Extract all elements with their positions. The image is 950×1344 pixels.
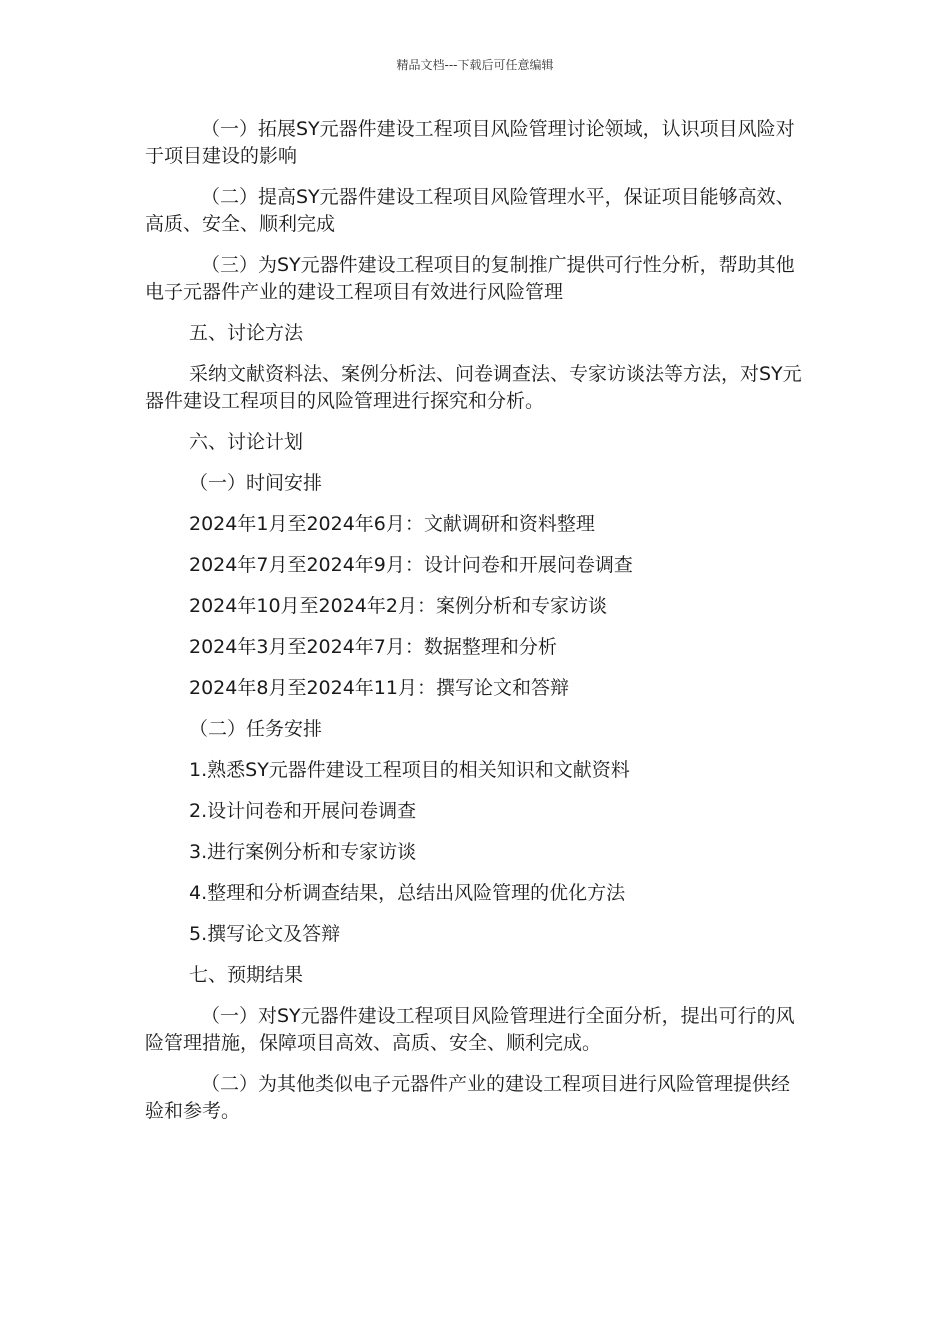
task-item-1: 1.熟悉SY元器件建设工程项目的相关知识和文献资料 bbox=[189, 759, 630, 781]
paragraph-objective-2: （二）提高SY元器件建设工程项目风险管理水平，保证项目能够高效、高质、安全、顺利完成 bbox=[145, 186, 795, 235]
subheading-tasks: （二）任务安排 bbox=[189, 718, 323, 740]
paragraph-objective-1: （一）拓展SY元器件建设工程项目风险管理讨论领域，认识项目风险对于项目建设的影响 bbox=[145, 118, 795, 167]
document-body bbox=[145, 116, 807, 1139]
section-heading-methods: 五、讨论方法 bbox=[189, 322, 304, 344]
task-item-4: 4.整理和分析调查结果，总结出风险管理的优化方法 bbox=[189, 882, 626, 904]
paragraph-result-1: （一）对SY元器件建设工程项目风险管理进行全面分析，提出可行的风险管理措施，保障项目高效、高质、安全、顺利完成。 bbox=[145, 1005, 795, 1054]
section-heading-expected-results: 七、预期结果 bbox=[189, 964, 304, 986]
paragraph-result-2: （二）为其他类似电子元器件产业的建设工程项目进行风险管理提供经验和参考。 bbox=[145, 1073, 791, 1122]
task-item-3: 3.进行案例分析和专家访谈 bbox=[189, 841, 417, 863]
task-item-5: 5.撰写论文及答辩 bbox=[189, 923, 341, 945]
subheading-schedule: （一）时间安排 bbox=[189, 472, 323, 494]
task-item-2: 2.设计问卷和开展问卷调查 bbox=[189, 800, 417, 822]
page-header: 精品文档---下载后可任意编辑 bbox=[396, 58, 554, 72]
paragraph-methods: 采纳文献资料法、案例分析法、问卷调查法、专家访谈法等方法，对SY元器件建设工程项目的风险管理进行探究和分析。 bbox=[145, 363, 802, 412]
schedule-item-3: 2024年10月至2024年2月：案例分析和专家访谈 bbox=[189, 595, 607, 617]
paragraph-objective-3: （三）为SY元器件建设工程项目的复制推广提供可行性分析，帮助其他电子元器件产业的建设工程项目有效进行风险管理 bbox=[145, 254, 795, 303]
schedule-item-5: 2024年8月至2024年11月：撰写论文和答辩 bbox=[189, 677, 569, 699]
schedule-item-2: 2024年7月至2024年9月：设计问卷和开展问卷调查 bbox=[189, 554, 633, 576]
schedule-item-4: 2024年3月至2024年7月：数据整理和分析 bbox=[189, 636, 557, 658]
section-heading-plan: 六、讨论计划 bbox=[189, 431, 304, 453]
schedule-item-1: 2024年1月至2024年6月：文献调研和资料整理 bbox=[189, 513, 595, 535]
